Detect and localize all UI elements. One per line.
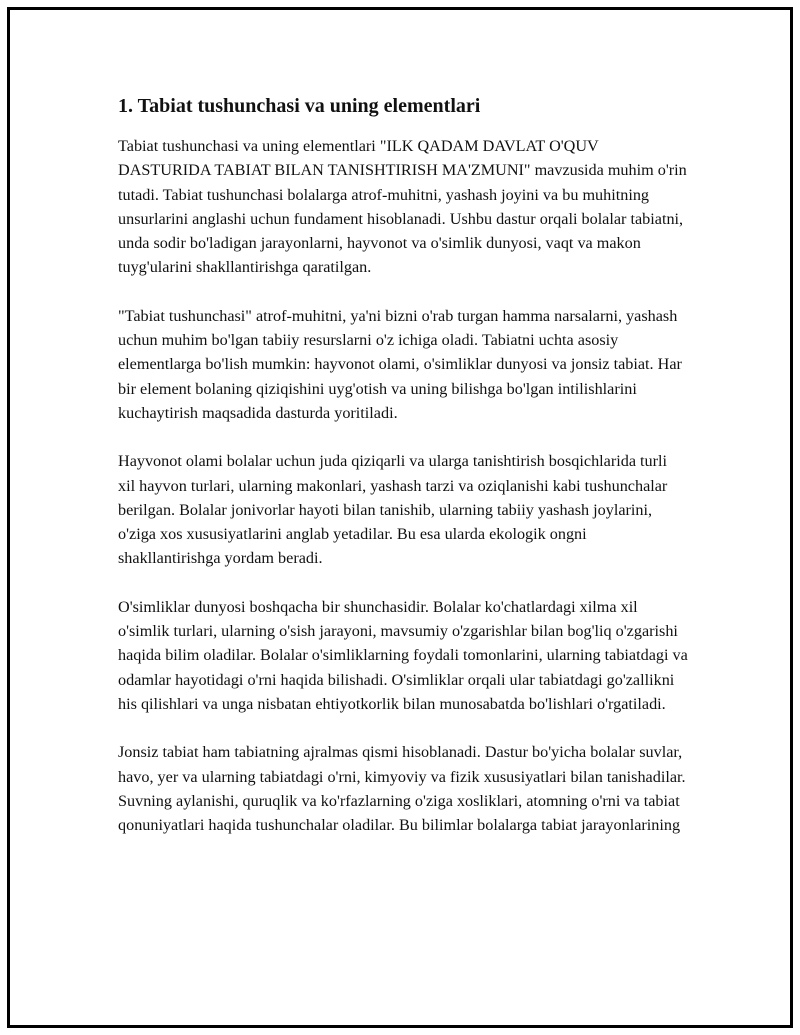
paragraph: O'simliklar dunyosi boshqacha bir shunchasidir. Bolalar ko'chatlardagi xilma xil o'simlik turlari, ularning o'sish jarayoni, mavsumiy o'zgarishlar bilan bog'liq o'zgarishi haqida bilim oladilar. Bolalar o'simliklarning foydali tomonlarini, ularning tabiatdagi va odamlar hayotidagi o'rni haqida bilishadi. O'simliklar orqali ular tabiatdagi go'zallikni his qilishlari va unga nisbatan ehtiyotkorlik bilan munosabatda bo'lishlari o'rgatiladi. xyxy=(118,597,688,713)
document-title: 1. Tabiat tushunchasi va uning elementlari xyxy=(118,95,481,117)
paragraph: Hayvonot olami bolalar uchun juda qiziqarli va ularga tanishtirish bosqichlarida turli xil hayvon turlari, ularning makonlari, yashash tarzi va oziqlanishi kabi tushunchalar berilgan. Bolalar jonivorlar hayoti bilan tanishib, ularning tabiiy yashash joylarini, o'ziga xos xususiyatlarini anglab yetadilar. Bu esa ularda ekologik ongni shakllantirishga yordam beradi. xyxy=(118,452,668,568)
paragraph: Tabiat tushunchasi va uning elementlari "ILK QADAM DAVLAT O'QUV DASTURIDA TABIAT BILAN TANISHTIRISH MA'ZMUNI" mavzusida muhim o'rin tutadi. Tabiat tushunchasi bolalarga atrof-muhitni, yashash joyini va bu muhitning unsurlarini anglashi uchun fundament hisoblanadi. Ushbu dastur orqali bolalar tabiatni, unda sodir bo'ladigan jarayonlarni, hayvonot va o'simlik dunyosi, vaqt va makon tuyg'ularini shakllantirishga qaratilgan. xyxy=(118,137,687,277)
document-body xyxy=(118,92,688,861)
paragraph: Jonsiz tabiat ham tabiatning ajralmas qismi hisoblanadi. Dastur bo'yicha bolalar suvlar, havo, yer va ularning tabiatdagi o'rni, kimyoviy va fizik xususiyatlari bilan tanishadilar. Suvning aylanishi, quruqlik va ko'rfazlarning o'ziga xosliklari, atomning o'rni va tabiat qonuniyatlari haqida tushunchalar oladilar. Bu bilimlar bolalarga tabiat jarayonlarining xyxy=(118,743,686,835)
paragraph: "Tabiat tushunchasi" atrof-muhitni, ya'ni bizni o'rab turgan hamma narsalarni, yashash uchun muhim bo'lgan tabiiy resurslarni o'z ichiga oladi. Tabiatni uchta asosiy elementlarga bo'lish mumkin: hayvonot olami, o'simliklar dunyosi va jonsiz tabiat. Har bir element bolaning qiziqishini uyg'otish va uning bilishga bo'lgan intilishlarini kuchaytirish maqsadida dasturda yoritiladi. xyxy=(118,306,682,422)
